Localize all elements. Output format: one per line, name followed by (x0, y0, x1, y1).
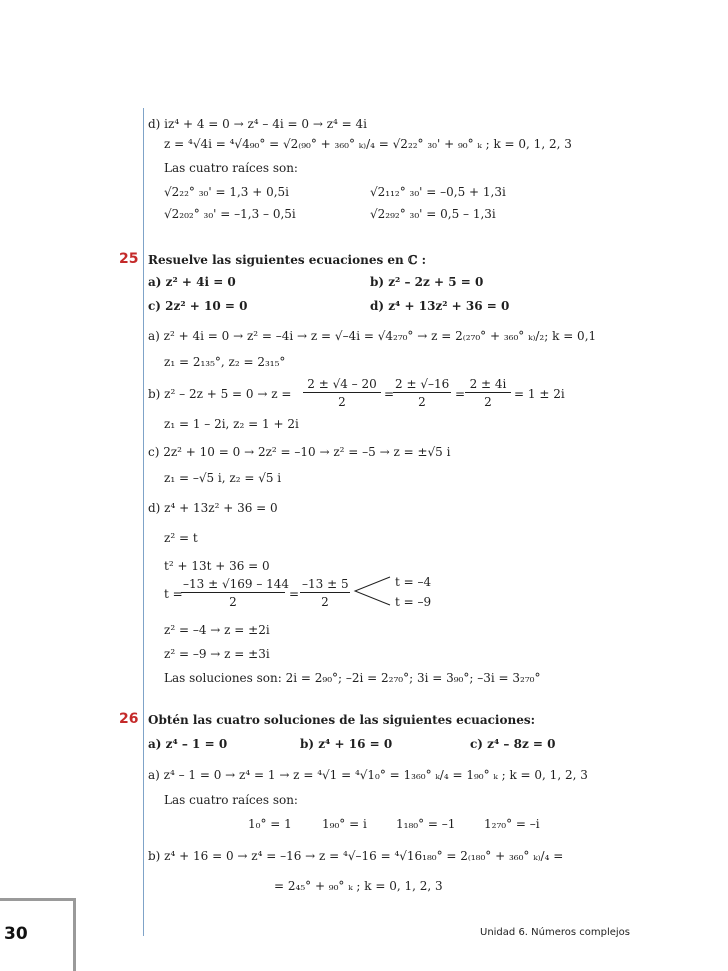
sol25-d-line7: Las soluciones son: 2i = 2₉₀°; –2i = 2₂₇₀°; 3i = 3₉₀°; –3i = 3₂₇₀° (164, 671, 541, 685)
sol25-d-f2-bot: 2 (321, 595, 329, 609)
sol26-b-line1: b) z⁴ + 16 = 0 → z⁴ = –16 → z = ⁴√–16 = ⁴√16₁₈₀° = 2₍₁₈₀° + ₃₆₀° ₖ₎/₄ = (148, 849, 564, 863)
sol26-a-root2: 1₉₀° = i (322, 817, 367, 831)
problem-25-item-d: d) z⁴ + 13z² + 36 = 0 (370, 299, 510, 313)
sol25-a-line2: z₁ = 2₁₃₅°, z₂ = 2₃₁₅° (164, 355, 286, 369)
sol25-d-t2: t = –9 (395, 595, 432, 609)
margin-rule (143, 108, 144, 936)
sol25-b-fraction-1 (303, 377, 381, 409)
prev-d-line2: z = ⁴√4i = ⁴√4₉₀° = √2₍₉₀° + ₃₆₀° ₖ₎/₄ = √2₂₂° ₃₀' + ₉₀° ₖ ; k = 0, 1, 2, 3 (164, 137, 572, 151)
sol25-b-line2: z₁ = 1 – 2i, z₂ = 1 + 2i (164, 417, 299, 431)
problem-25-item-a: a) z² + 4i = 0 (148, 275, 236, 289)
prev-d-roots-label: Las cuatro raíces son: (164, 161, 298, 175)
sol25-d-fraction-2 (300, 577, 350, 609)
sol25-d-fraction-1 (181, 577, 290, 609)
prev-d-root2: √2₁₁₂° ₃₀' = –0,5 + 1,3i (370, 185, 506, 199)
sol25-c-line2: z₁ = –√5 i, z₂ = √5 i (164, 471, 282, 485)
page-number: 30 (4, 924, 28, 944)
sol25-b-fraction-2 (393, 377, 451, 409)
sol26-a-roots-label: Las cuatro raíces son: (164, 793, 298, 807)
sol25-b-eq2: = (455, 387, 466, 401)
sol25-d-f1-top: –13 ± √169 – 144 (183, 577, 290, 591)
sol25-b-f2-bot: 2 (418, 395, 426, 409)
prev-d-line1: d) iz⁴ + 4 = 0 → z⁴ – 4i = 0 → z⁴ = 4i (148, 117, 367, 131)
sol25-d-line6: z² = –9 → z = ±3i (164, 647, 270, 661)
sol25-b-f3-top: 2 ± 4i (465, 377, 511, 393)
sol25-b-f3-bot: 2 (484, 395, 492, 409)
branch-bracket-icon (352, 574, 392, 608)
problem-25-item-b: b) z² – 2z + 5 = 0 (370, 275, 484, 289)
sol26-a-line1: a) z⁴ – 1 = 0 → z⁴ = 1 → z = ⁴√1 = ⁴√1₀° = 1₃₆₀° ₖ/₄ = 1₉₀° ₖ ; k = 0, 1, 2, 3 (148, 768, 588, 782)
problem-25-number: 25 (119, 251, 139, 267)
problem-25-item-c: c) 2z² + 10 = 0 (148, 299, 248, 313)
sol25-d-line1: d) z⁴ + 13z² + 36 = 0 (148, 501, 278, 515)
sol25-b-f1-bot: 2 (338, 395, 346, 409)
sol25-b-f2-top: 2 ± √–16 (395, 377, 450, 391)
sol25-d-t1: t = –4 (395, 575, 432, 589)
sol26-a-root4: 1₂₇₀° = –i (484, 817, 540, 831)
sol25-d-line2: z² = t (164, 531, 198, 545)
sol25-d-eq: = (289, 587, 300, 601)
sol25-b-fraction-3 (465, 377, 511, 409)
prev-d-root3: √2₂₀₂° ₃₀' = –1,3 – 0,5i (164, 207, 296, 221)
sol25-d-f2-top: –13 ± 5 (302, 577, 349, 591)
sol26-a-root3: 1₁₈₀° = –1 (396, 817, 456, 831)
sol25-c-line1: c) 2z² + 10 = 0 → 2z² = –10 → z² = –5 → z = ±√5 i (148, 445, 451, 459)
sol25-d-f1-bot: 2 (229, 595, 237, 609)
page-corner-horizontal (0, 898, 76, 901)
sol25-d-t-eq: t = (164, 587, 183, 601)
sol25-b-result: = 1 ± 2i (514, 387, 565, 401)
sol25-b-eq1: = (384, 387, 395, 401)
problem-25-title: Resuelve las siguientes ecuaciones en ℂ : (148, 253, 427, 267)
sol25-a-line1: a) z² + 4i = 0 → z² = –4i → z = √–4i = √4₂₇₀° → z = 2₍₂₇₀° + ₃₆₀° ₖ₎/₂; k = 0,1 (148, 329, 597, 343)
sol26-a-root1: 1₀° = 1 (248, 817, 292, 831)
problem-26-item-c: c) z⁴ – 8z = 0 (470, 737, 556, 751)
problem-26-item-b: b) z⁴ + 16 = 0 (300, 737, 393, 751)
problem-26-title: Obtén las cuatro soluciones de las siguientes ecuaciones: (148, 713, 536, 727)
sol25-b-f1-top: 2 ± √4 – 20 (303, 377, 381, 393)
prev-d-root1: √2₂₂° ₃₀' = 1,3 + 0,5i (164, 185, 290, 199)
problem-26-item-a: a) z⁴ – 1 = 0 (148, 737, 228, 751)
sol25-b-lhs: b) z² – 2z + 5 = 0 → z = (148, 387, 292, 401)
page-corner-vertical (73, 898, 76, 971)
prev-d-root4: √2₂₉₂° ₃₀' = 0,5 – 1,3i (370, 207, 496, 221)
sol25-d-line3: t² + 13t + 36 = 0 (164, 559, 270, 573)
problem-26-number: 26 (119, 711, 139, 727)
sol26-b-line2: = 2₄₅° + ₉₀° ₖ ; k = 0, 1, 2, 3 (274, 879, 443, 893)
sol25-d-line5: z² = –4 → z = ±2i (164, 623, 270, 637)
footer-unit-title: Unidad 6. Números complejos (480, 927, 631, 938)
